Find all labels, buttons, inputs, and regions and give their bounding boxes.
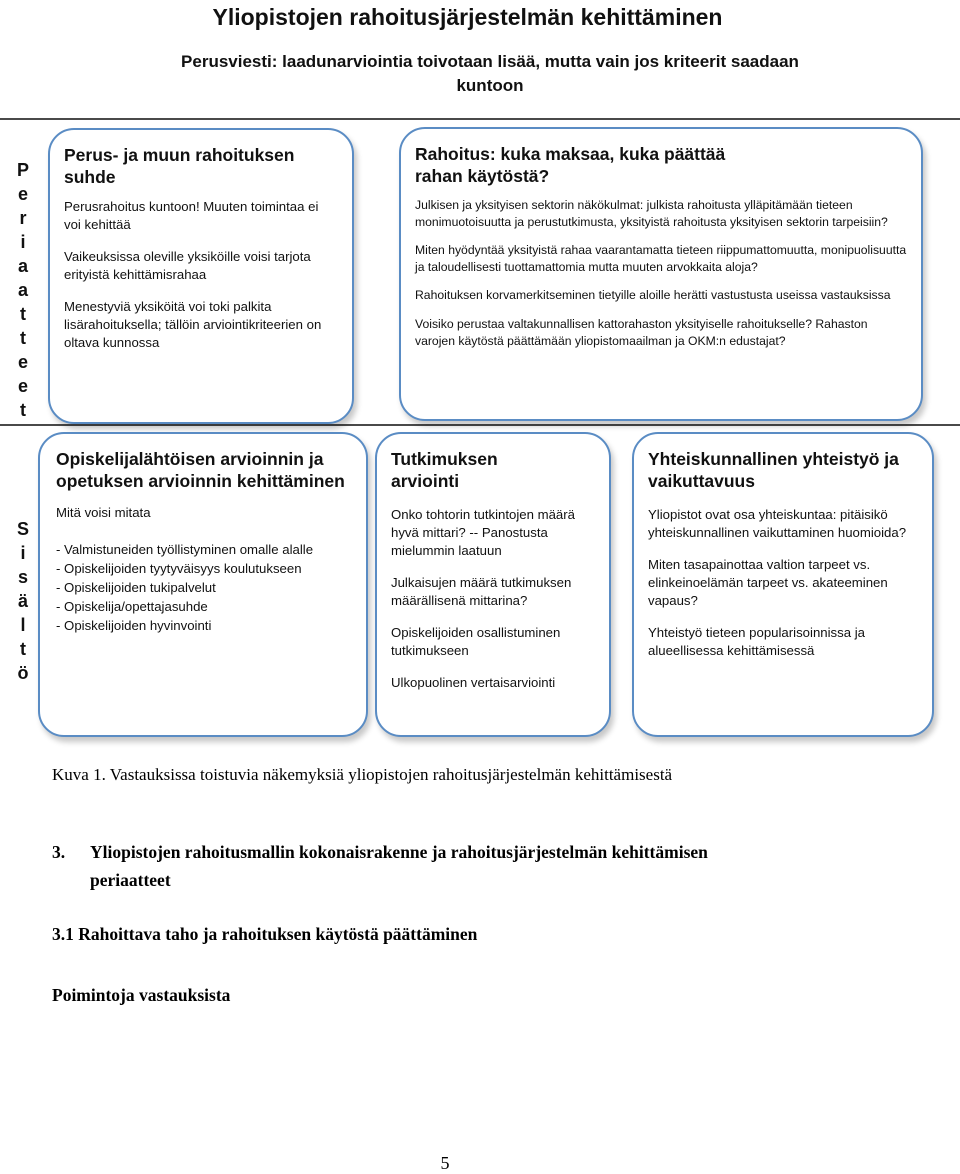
- side-label-letter: i: [20, 232, 26, 252]
- side-label-letter: ä: [17, 591, 28, 611]
- side-label-letter: t: [20, 400, 26, 420]
- subheading: Poimintoja vastauksista: [52, 985, 231, 1005]
- box-title: Yhteiskunnallinen yhteistyö ja vaikuttavuus: [648, 449, 899, 491]
- box-item: Ulkopuolinen vertaisarviointi: [391, 675, 556, 690]
- caption-label: Kuva 1.: [52, 765, 106, 784]
- side-label-letter: e: [17, 352, 28, 372]
- side-label-periaatteet: [13, 158, 33, 422]
- box-title: Rahoitus: kuka maksaa, kuka päättää rahan käytöstä?: [415, 144, 726, 186]
- list-item: - Opiskelijoiden tukipalvelut: [56, 580, 216, 595]
- box-item: Vaikeuksissa oleville yksiköille voisi tarjota erityistä kehittämisrahaa: [64, 249, 311, 282]
- box-item: Menestyviä yksiköitä voi toki palkita lisärahoituksella; tällöin arviointikriteerien on oltava kunnossa: [64, 299, 322, 350]
- side-label-letter: P: [16, 160, 29, 180]
- list-item: - Opiskelijoiden tyytyväisyys koulutukseen: [56, 561, 302, 576]
- side-label-letter: S: [16, 519, 29, 539]
- figure-caption: [52, 765, 672, 785]
- subsection-heading: 3.1 Rahoittava taho ja rahoituksen käytöstä päättäminen: [52, 924, 478, 944]
- page-number: 5: [440, 1153, 450, 1173]
- measure-list: [56, 540, 352, 635]
- box-item: Opiskelijoiden osallistuminen tutkimukseen: [391, 625, 561, 658]
- box-item: Perusrahoitus kuntoon! Muuten toimintaa ei voi kehittää: [64, 199, 319, 232]
- box-item: Onko tohtorin tutkintojen määrä hyvä mittari? -- Panostusta mielummin laatuun: [391, 507, 575, 558]
- box-rahoitus: [399, 127, 923, 421]
- box-item: Miten tasapainottaa valtion tarpeet vs. elinkeinoelämän tarpeet vs. akateeminen vapaus?: [648, 557, 888, 608]
- section-title-line1: Yliopistojen rahoitusmallin kokonaisrakenne ja rahoitusjärjestelmän kehittämisen: [90, 842, 708, 862]
- side-label-letter: i: [20, 543, 26, 563]
- side-label-letter: l: [20, 615, 26, 635]
- box-title: Perus- ja muun rahoituksen suhde: [64, 145, 295, 187]
- side-label-letter: a: [17, 256, 28, 276]
- box-item: Julkaisujen määrä tutkimuksen määrällisenä mittarina?: [391, 575, 572, 608]
- box-item: Voisiko perustaa valtakunnallisen kattorahaston yksityiselle rahoitukselle? Rahaston varojen käytöstä päättämään yliopistomaailman ja OKM:n edustajat?: [415, 316, 868, 348]
- box-opiskelija-arviointi: [38, 432, 368, 737]
- divider-middle: [0, 424, 960, 426]
- box-perus-rahoitus: [48, 128, 354, 424]
- figure-subtitle: Perusviesti: laadunarviointia toivotaan lisää, mutta vain jos kriteerit saadaan kuntoon: [181, 52, 799, 95]
- box-title: Opiskelijalähtöisen arvioinnin ja opetuksen arvioinnin kehittäminen: [56, 449, 345, 491]
- box-item: Rahoituksen korvamerkitseminen tietyille aloille herätti vastustusta useissa vastauksissa: [415, 288, 891, 303]
- box-item: Miten hyödyntää yksityistä rahaa vaarantamatta tieteen riippumattomuutta, monipuolisuutta ja taloudellisesti tuottamattomia mutta muuten arvokkaita aloja?: [415, 243, 907, 274]
- side-label-letter: ö: [17, 663, 29, 683]
- side-label-letter: t: [20, 304, 26, 324]
- box-tutkimus-arviointi: [375, 432, 611, 737]
- box-item: Julkisen ja yksityisen sektorin näkökulmat: julkista rahoitusta ylläpitämään tieteen monimuotoisuutta ja perustutkimusta, yksityistä rahoitusta yksityisen sektorin tarpeisiin?: [415, 198, 888, 229]
- box-item: Yhteistyö tieteen popularisoinnissa ja alueellisessa kehittämisessä: [648, 625, 865, 658]
- side-label-letter: e: [17, 184, 28, 204]
- side-label-letter: t: [20, 328, 26, 348]
- section-title-line2: periaatteet: [90, 870, 171, 890]
- box-item: Yliopistot ovat osa yhteiskuntaa: pitäisikö yhteiskunnallinen vaikuttaminen huomioida?: [648, 507, 907, 540]
- side-label-letter: a: [17, 280, 28, 300]
- figure-title: Yliopistojen rahoitusjärjestelmän kehittäminen: [212, 4, 723, 30]
- side-label-letter: e: [17, 376, 28, 396]
- caption-text: Vastauksissa toistuvia näkemyksiä yliopistojen rahoitusjärjestelmän kehittämisestä: [109, 765, 673, 784]
- divider-top: [0, 118, 960, 120]
- side-label-letter: s: [17, 567, 28, 587]
- side-label-sisalto: [13, 517, 33, 685]
- section-heading: [52, 838, 708, 894]
- box-intro: Mitä voisi mitata: [56, 505, 151, 520]
- list-item: - Opiskelijoiden hyvinvointi: [56, 618, 212, 633]
- list-item: - Valmistuneiden työllistyminen omalle alalle: [56, 542, 314, 557]
- section-number: 3.: [52, 842, 66, 862]
- box-title: Tutkimuksen arviointi: [391, 449, 498, 491]
- side-label-letter: r: [19, 208, 27, 228]
- side-label-letter: t: [20, 639, 26, 659]
- list-item: - Opiskelija/opettajasuhde: [56, 599, 208, 614]
- box-yhteiskunnallinen: [632, 432, 934, 737]
